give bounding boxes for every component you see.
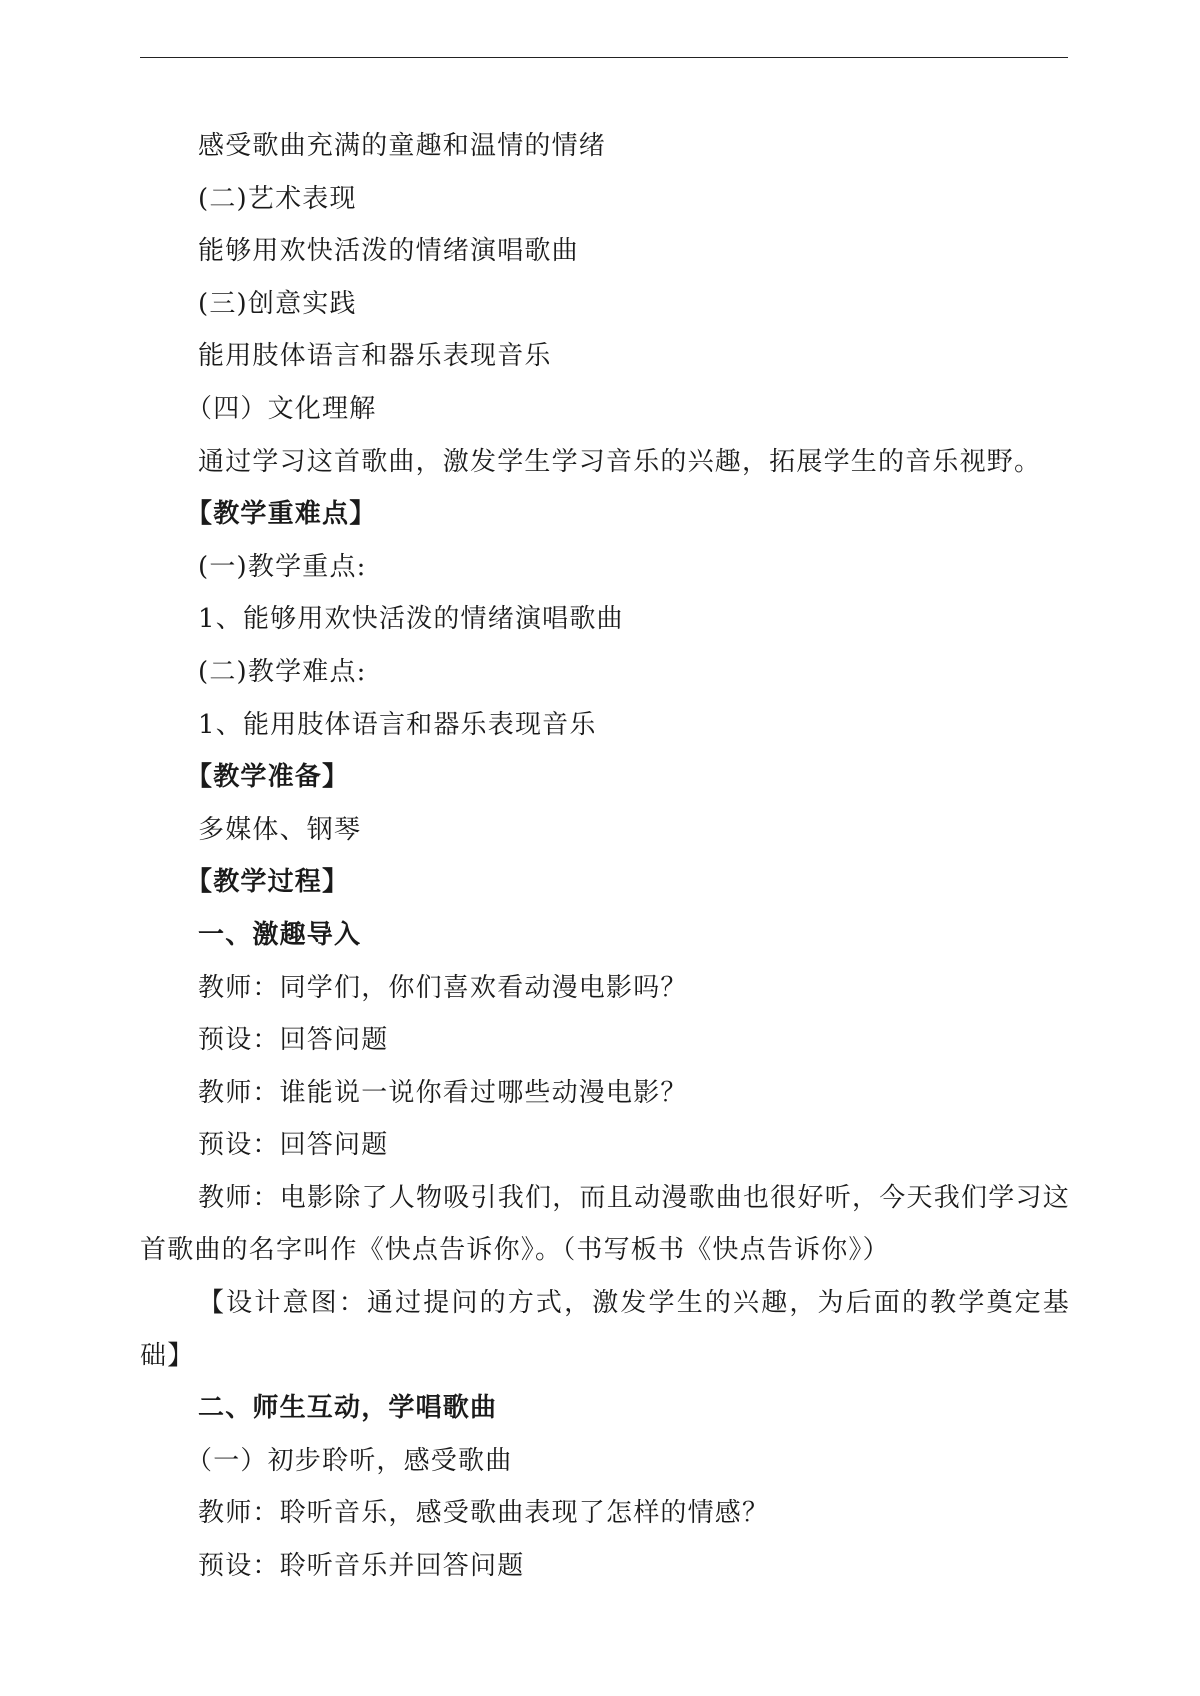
section-heading: 【教学过程】: [186, 867, 350, 898]
text-line: 能够用欢快活泼的情绪演唱歌曲: [198, 236, 579, 267]
text-line: 1、能用肢体语言和器乐表现音乐: [198, 709, 597, 740]
subheading: （四）文化理解: [186, 393, 377, 424]
step-heading: 二、师生互动，学唱歌曲: [198, 1393, 498, 1424]
dialogue-line: 预设：聆听音乐并回答问题: [198, 1551, 525, 1582]
header-rule: [140, 57, 1068, 58]
paragraph: 教师：电影除了人物吸引我们，而且动漫歌曲也很好听，今天我们学习这首歌曲的名字叫作《快点告诉你》。（书写板书《快点告诉你》）: [140, 1182, 1070, 1266]
dialogue-line: 教师：聆听音乐，感受歌曲表现了怎样的情感？: [198, 1498, 770, 1529]
text-line: 感受歌曲充满的童趣和温情的情绪: [198, 131, 607, 161]
section-heading: 【教学准备】: [186, 762, 350, 793]
subheading: (二)教学难点:: [198, 656, 367, 687]
dialogue-line: 预设：回答问题: [198, 1130, 389, 1161]
section-heading: 【教学重难点】: [186, 499, 377, 530]
step-heading: 一、激趣导入: [198, 919, 362, 950]
text-line: 1、能够用欢快活泼的情绪演唱歌曲: [198, 604, 624, 635]
text-line: 多媒体、钢琴: [198, 814, 362, 845]
subheading: （一）初步聆听，感受歌曲: [186, 1445, 513, 1476]
dialogue-line: 预设：回答问题: [198, 1025, 389, 1056]
design-intent-paragraph: 【设计意图：通过提问的方式，激发学生的兴趣，为后面的教学奠定基础】: [140, 1288, 1070, 1371]
text-line: 通过学习这首歌曲，激发学生学习音乐的兴趣，拓展学生的音乐视野。: [198, 446, 1042, 477]
dialogue-line: 教师：同学们，你们喜欢看动漫电影吗？: [198, 972, 688, 1003]
document-body: [140, 120, 1070, 1593]
dialogue-line: 教师：谁能说一说你看过哪些动漫电影？: [198, 1077, 688, 1108]
text-line: 能用肢体语言和器乐表现音乐: [198, 341, 552, 372]
subheading: (二)艺术表现: [198, 183, 357, 214]
subheading: (一)教学重点:: [198, 551, 367, 582]
subheading: (三)创意实践: [198, 288, 357, 319]
